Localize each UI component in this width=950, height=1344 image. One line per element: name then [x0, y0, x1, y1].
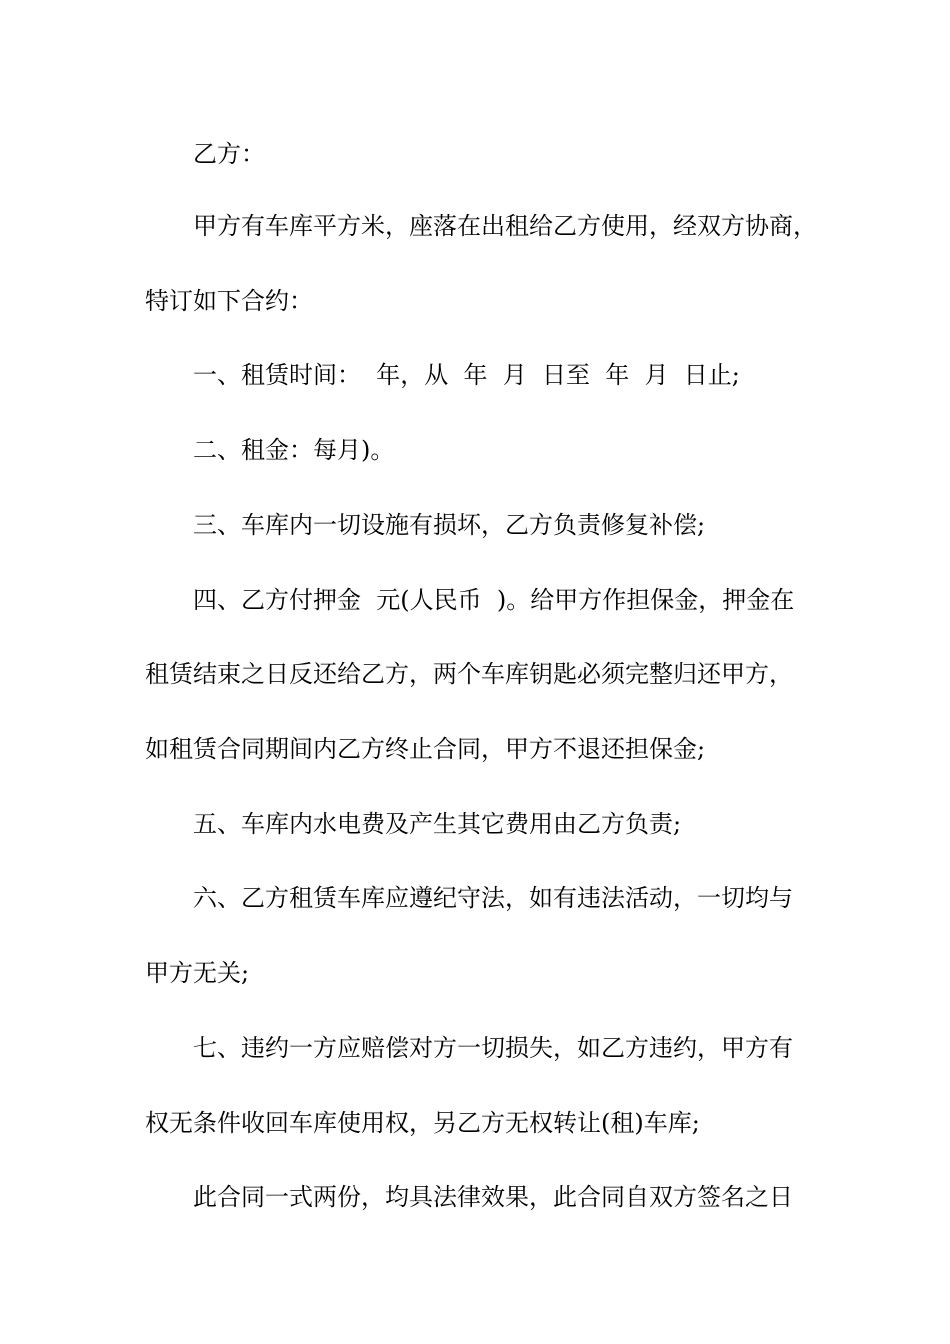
paragraph-line: 甲方有车库平方米，座落在出租给乙方使用，经双方协商， [193, 212, 817, 240]
closing-paragraph-line: 此合同一式两份，均具法律效果，此合同自双方签名之日 [193, 1183, 793, 1211]
clause-5-line: 五、车库内水电费及产生其它费用由乙方负责; [193, 810, 682, 838]
clause-7-line: 七、违约一方应赔偿对方一切损失，如乙方违约，甲方有 [193, 1034, 793, 1062]
paragraph-line: 如租赁合同期间内乙方终止合同，甲方不退还担保金; [145, 735, 706, 763]
clause-4-line: 四、乙方付押金 元(人民币 )。给甲方作担保金，押金在 [193, 586, 795, 614]
paragraph-line: 租赁结束之日反还给乙方，两个车库钥匙必须完整归还甲方， [145, 660, 793, 688]
paragraph-line: 权无条件收回车库使用权，另乙方无权转让(租)车库; [145, 1109, 700, 1137]
clause-3-line: 三、车库内一切设施有损坏，乙方负责修复补偿; [193, 511, 706, 539]
paragraph-line: 甲方无关; [145, 959, 250, 987]
clause-1-line: 一、租赁时间： 年，从 年 月 日至 年 月 日止; [193, 361, 740, 389]
party-b-label: 乙方： [193, 140, 265, 168]
paragraph-line: 特订如下合约： [145, 287, 313, 315]
clause-6-line: 六、乙方租赁车库应遵纪守法，如有违法活动，一切均与 [193, 884, 793, 912]
clause-2-line: 二、租金：每月)。 [193, 436, 395, 464]
